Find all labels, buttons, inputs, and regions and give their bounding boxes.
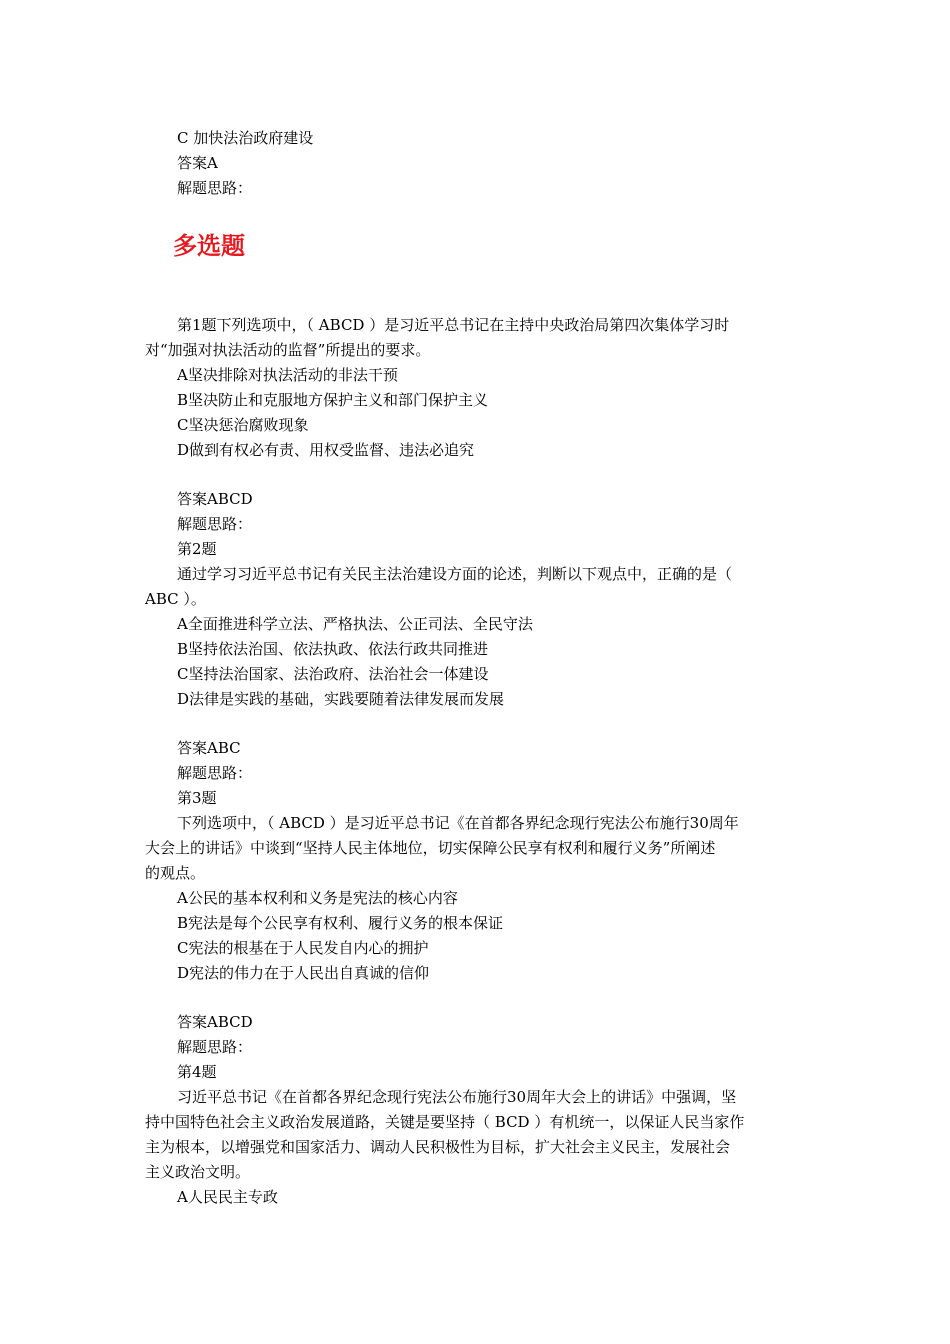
answer: 答案ABCD (177, 490, 253, 508)
option-a: A公民的基本权利和义务是宪法的核心内容 (177, 889, 458, 907)
option-a: A人民民主专政 (177, 1188, 278, 1206)
answer: 答案ABC (177, 739, 241, 757)
question-4-text: 主为根本，以增强党和国家活力、调动人民积极性为目标，扩大社会主义民主，发展社会 (145, 1138, 731, 1156)
option-c: C坚决惩治腐败现象 (177, 416, 309, 434)
question-2-number: 第2题 (177, 540, 217, 558)
option-c: C 加快法治政府建设 (177, 129, 314, 147)
question-3-text: 下列选项中，（ ABCD ）是习近平总书记《在首都各界纪念现行宪法公布施行30周年 (177, 814, 739, 832)
question-1-text: 对“加强对执法活动的监督”所提出的要求。 (145, 341, 431, 359)
question-4-text: 习近平总书记《在首都各界纪念现行宪法公布施行30周年大会上的讲话》中强调，坚 (177, 1088, 737, 1106)
question-4-number: 第4题 (177, 1063, 217, 1081)
answer: 答案A (177, 154, 218, 172)
analysis-label: 解题思路： (177, 179, 253, 197)
answer: 答案ABCD (177, 1013, 253, 1031)
option-c: C坚持法治国家、法治政府、法治社会一体建设 (177, 665, 489, 683)
option-b: B宪法是每个公民享有权利、履行义务的根本保证 (177, 914, 504, 932)
question-3-text: 大会上的讲话》中谈到“坚持人民主体地位，切实保障公民享有权利和履行义务”所阐述 (145, 839, 716, 857)
option-d: D做到有权必有责、用权受监督、违法必追究 (177, 441, 475, 459)
analysis-label: 解题思路： (177, 515, 253, 533)
question-4-text: 持中国特色社会主义政治发展道路，关键是要坚持（ BCD ）有机统一，以保证人民当家作 (145, 1113, 745, 1131)
question-1-text: 第1题下列选项中，（ ABCD ）是习近平总书记在主持中央政治局第四次集体学习时 (177, 316, 730, 334)
question-2-text: 通过学习习近平总书记有关民主法治建设方面的论述，判断以下观点中，正确的是（ (177, 565, 733, 583)
option-b: B坚决防止和克服地方保护主义和部门保护主义 (177, 391, 489, 409)
question-4-text: 主义政治文明。 (145, 1163, 251, 1181)
option-b: B坚持依法治国、依法执政、依法行政共同推进 (177, 640, 489, 658)
question-2-text: ABC ）。 (145, 590, 206, 608)
question-3-text: 的观点。 (145, 864, 206, 882)
option-d: D法律是实践的基础，实践要随着法律发展而发展 (177, 690, 505, 708)
option-d: D宪法的伟力在于人民出自真诚的信仰 (177, 964, 430, 982)
option-a: A坚决排除对执法活动的非法干预 (177, 366, 398, 384)
section-heading: 多选题 (173, 232, 245, 260)
option-c: C宪法的根基在于人民发自内心的拥护 (177, 939, 429, 957)
analysis-label: 解题思路： (177, 1038, 253, 1056)
option-a: A全面推进科学立法、严格执法、公正司法、全民守法 (177, 615, 533, 633)
analysis-label: 解题思路： (177, 764, 253, 782)
question-3-number: 第3题 (177, 789, 217, 807)
